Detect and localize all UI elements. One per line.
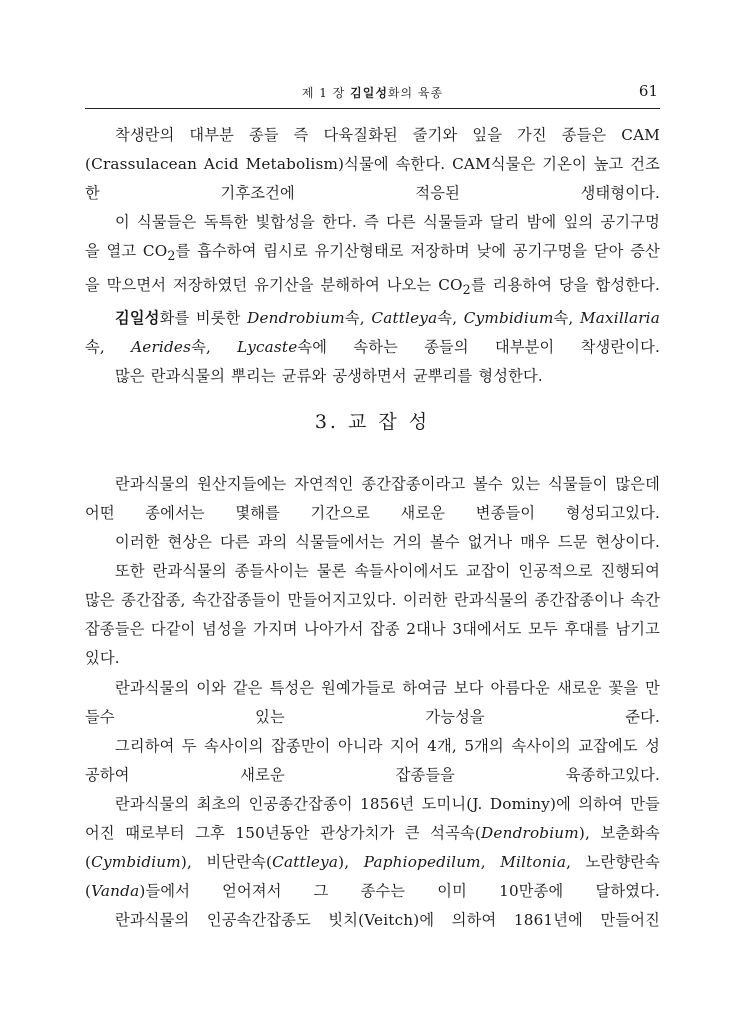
- genus-name: Miltonia: [500, 853, 567, 872]
- genus-name: Maxillaria: [580, 308, 660, 327]
- subscript: 2: [462, 281, 471, 297]
- paragraph-natural-hybrids: 란과식물의 원산지들에는 자연적인 종간잡종이라고 볼수 있는 식물들이 많은데 어떤 종에서는 몇해를 기간으로 새로운 변종들이 형성되고있다.: [85, 474, 660, 522]
- text-run: 이 식물들은 독특한 빛합성을 한다. 즉 다른 식물들과 달리 밤에 잎의 공기구멍을 열고 CO: [85, 213, 660, 261]
- text-run: 를 흡수하여 림시로 유기산형태로 저장하며 낮에 공기구멍을 닫아 증산을 막으면서 저장하였던 유기산을 분해하여 나오는 CO: [85, 242, 661, 294]
- text-run: ),: [338, 853, 364, 872]
- text-run: ), 보춘화속(: [85, 824, 660, 872]
- page-number: 61: [638, 82, 658, 100]
- text-run: 화를 비롯한: [159, 308, 248, 327]
- text-run: ,: [480, 853, 501, 872]
- chapter-title: [85, 84, 660, 101]
- text-run: 속,: [191, 337, 238, 356]
- text-run: )들에서 얻어져서 그 종수는 이미 10만종에 달하였다.: [139, 882, 660, 901]
- genus-name: Paphiopedilum: [363, 853, 481, 872]
- genus-name: Vanda: [91, 882, 140, 901]
- text-run: 속,: [437, 308, 464, 327]
- chapter-suffix: 화의 육종: [387, 86, 444, 100]
- text-run: 속,: [344, 308, 372, 327]
- genus-name: Cymbidium: [91, 853, 181, 872]
- paragraph-possibility: 란과식물의 이와 같은 특성은 원예가들로 하여금 보다 아름다운 새로운 꽃을 만들수 있는 가능성을 준다.: [85, 678, 660, 726]
- paragraph-mycorrhiza: 많은 란과식물의 뿌리는 균류와 공생하면서 균뿌리를 형성한다.: [115, 366, 543, 385]
- paragraph-epiphytes: [85, 304, 660, 362]
- paragraph-cam-plants: 착생란의 대부분 종들 즉 다육질화된 줄기와 잎을 가진 종들은 CAM (Crassulacean Acid Metabolism)식물에 속한다. CAM식물은 기온이 높고 건조한 기후조건에 적응된 생태형이다.: [85, 126, 660, 203]
- genus-name: Aerides: [131, 337, 192, 356]
- chapter-bold-name: 김일성: [350, 86, 388, 100]
- paragraph-multi-genus: 그리하여 두 속사이의 잡종만이 아니라 지어 4개, 5개의 속사이의 교잡에도 성공하여 새로운 잡종들을 육종하고있다.: [85, 736, 660, 784]
- text-run: 란과식물의 최초의 인공종간잡종이 1856년 도미니(J. Dominy)에 의하여 만들어진 때로부터 그후 150년동안 관상가치가 큰 석곡속(: [85, 794, 660, 843]
- chapter-prefix: 제 1 장: [301, 86, 351, 100]
- text-run: 를 리용하여 당을 합성한다.: [470, 275, 660, 294]
- genus-name: Dendrobium: [247, 308, 345, 327]
- running-header: [85, 78, 660, 109]
- text-run: 속,: [85, 337, 132, 356]
- genus-name: Lycaste: [237, 337, 298, 356]
- paragraph-artificial-hybrids: 또한 란과식물의 종들사이는 물론 속들사이에서도 교잡이 인공적으로 진행되여 많은 종간잡종, 속간잡종들이 만들어지고있다. 이러한 란과식물의 종간잡종이나 속간잡종들은 다같이 념성을 가지며 나아가서 잡종 2대나 3대에서도 모두 후대를 남기고있다.: [85, 562, 660, 668]
- genus-name: Cattleya: [272, 853, 339, 872]
- subscript: 2: [167, 248, 176, 264]
- genus-name: Dendrobium: [481, 824, 579, 843]
- text-run: 속,: [553, 308, 580, 327]
- text-run: ), 비단란속(: [180, 853, 273, 872]
- paragraph-intergeneric: 란과식물의 인공속간잡종도 빗치(Veitch)에 의하여 1861년에 만들어진: [115, 911, 660, 930]
- paragraph-rare-phenomenon: 이러한 현상은 다른 과의 식물들에서는 거의 볼수 없거나 매우 드문 현상이다.: [115, 533, 660, 552]
- genus-name: Cymbidium: [463, 308, 554, 327]
- paragraph-history: [85, 790, 660, 906]
- paragraph-photosynthesis: [85, 208, 660, 303]
- bold-name: 김일성: [115, 308, 160, 327]
- section-heading: 3. 교 잡 성: [314, 410, 431, 433]
- text-run: 속에 속하는 종들의 대부분이 착생란이다.: [297, 337, 660, 356]
- text-run: , 노란향란속(: [85, 853, 660, 901]
- genus-name: Cattleya: [371, 308, 438, 327]
- page-body: [85, 121, 660, 935]
